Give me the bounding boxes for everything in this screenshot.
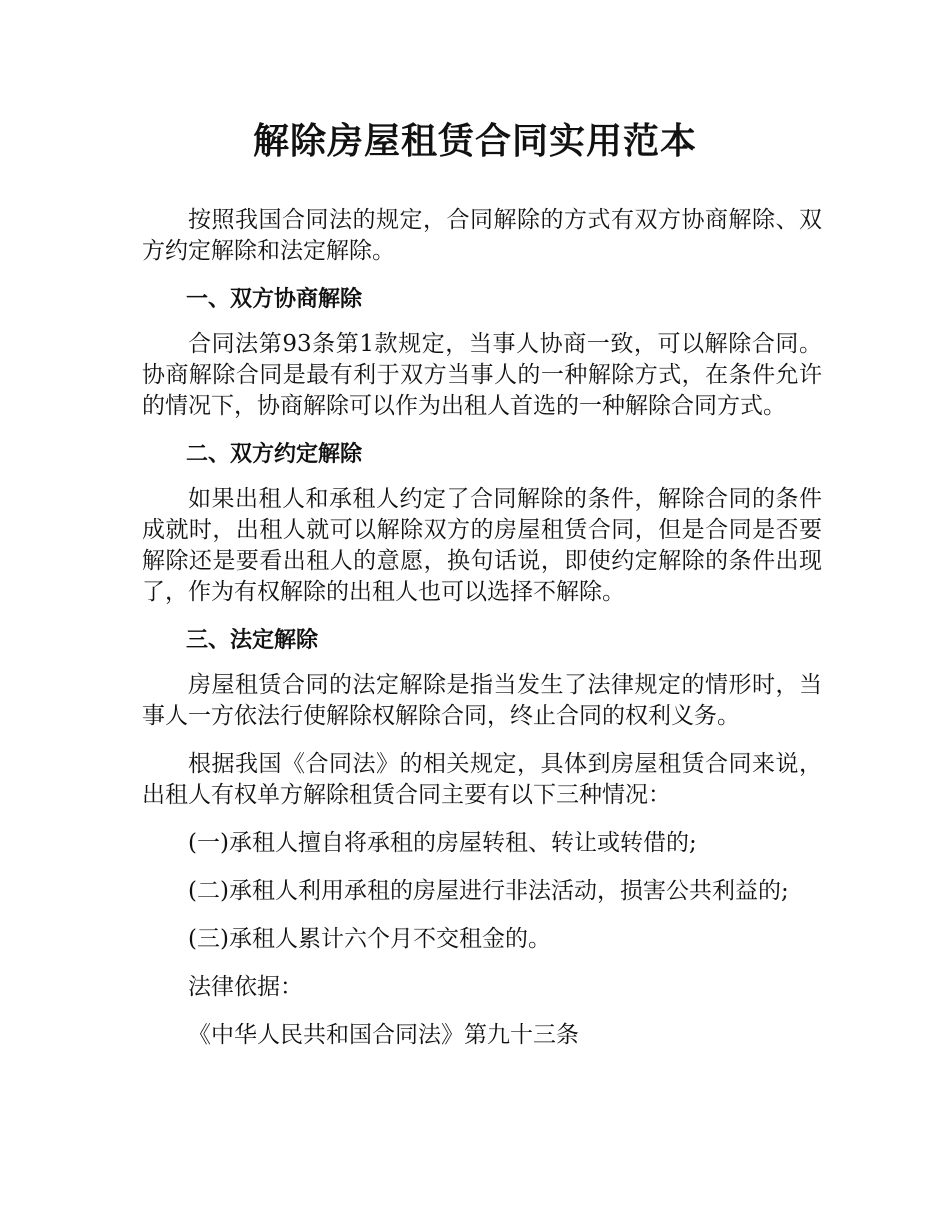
intro-paragraph: 按照我国合同法的规定，合同解除的方式有双方协商解除、双方约定解除和法定解除。 — [142, 207, 822, 264]
list-item-2: (二)承租人利用承租的房屋进行非法活动，损害公共利益的; — [188, 878, 789, 904]
section-heading-3: 三、法定解除 — [186, 628, 319, 653]
section-2-paragraph: 如果出租人和承租人约定了合同解除的条件，解除合同的条件成就时，出租人就可以解除双方的房屋租赁合同，但是合同是否要解除还是要看出租人的意愿，换句话说，即使约定解除的条件出现了，作为有权解除的出租人也可以选择不解除。 — [142, 486, 822, 605]
section-3-paragraph: 房屋租赁合同的法定解除是指当发生了法律规定的情形时，当事人一方依法行使解除权解除合同，终止合同的权利义务。 — [142, 672, 822, 729]
list-item-3: (三)承租人累计六个月不交租金的。 — [188, 926, 551, 952]
legal-basis-citation: 《中华人民共和国合同法》第九十三条 — [188, 1022, 579, 1048]
section-1-paragraph: 合同法第93条第1款规定，当事人协商一致，可以解除合同。协商解除合同是最有利于双方当事人的一种解除方式，在条件允许的情况下，协商解除可以作为出租人首选的一种解除合同方式。 — [142, 331, 822, 419]
document-title: 解除房屋租赁合同实用范本 — [252, 121, 697, 162]
section-heading-1: 一、双方协商解除 — [186, 287, 363, 312]
section-3-paragraph-2: 根据我国《合同法》的相关规定，具体到房屋租赁合同来说，出租人有权单方解除租赁合同主要有以下三种情况： — [142, 751, 822, 808]
list-item-1: (一)承租人擅自将承租的房屋转租、转让或转借的; — [188, 830, 697, 856]
document-body — [142, 205, 822, 1068]
legal-basis-label: 法律依据： — [188, 974, 303, 1000]
section-heading-2: 二、双方约定解除 — [186, 442, 363, 467]
